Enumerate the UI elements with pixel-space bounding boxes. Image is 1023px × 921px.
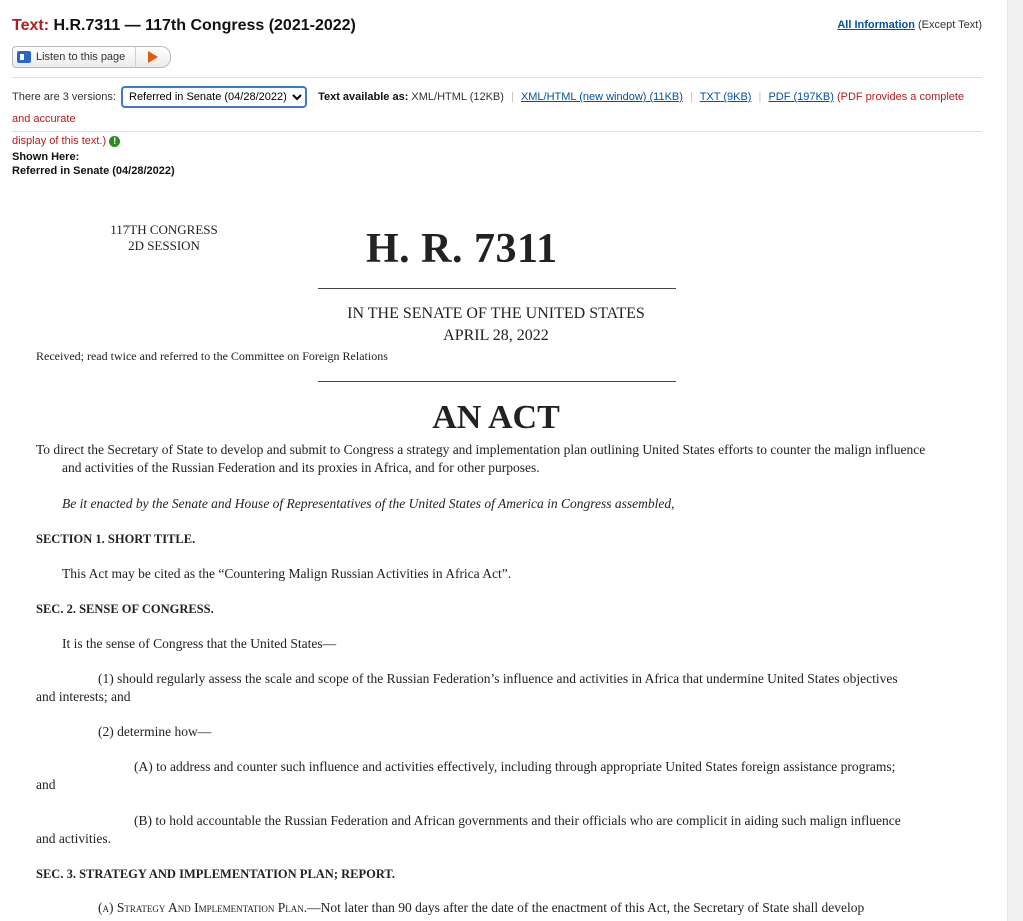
congress-info (94, 222, 234, 254)
xml-new-window-link[interactable]: XML/HTML (new window) (11KB) (520, 91, 683, 103)
all-info (837, 19, 982, 31)
separator: | (511, 91, 514, 103)
separator: | (689, 91, 693, 103)
all-info-suffix: (Except Text) (918, 19, 982, 31)
listen-widget (12, 46, 171, 68)
bill-date: APRIL 28, 2022 (443, 327, 549, 344)
separator: | (758, 91, 762, 103)
info-icon[interactable]: ! (109, 136, 120, 147)
enacting-clause: Be it enacted by the Senate and House of Representatives of the United States of America in Congress assembled, (62, 496, 675, 511)
versions-bar (12, 86, 982, 152)
txt-link[interactable]: TXT (9KB) (699, 91, 752, 103)
purpose-text: To direct the Secretary of State to develop and submit to Congress a strategy and implementation plan outlining United States efforts to counter the malign influence and activities of the Russian Federation and its proxies in Africa, and for other purposes. (36, 442, 926, 475)
rule-line (318, 381, 676, 382)
shown-here (12, 150, 175, 178)
header (12, 17, 982, 37)
divider (12, 131, 982, 132)
section-3-heading: SEC. 3. STRATEGY AND IMPLEMENTATION PLAN; REPORT. (36, 867, 395, 881)
section-2-para-1: (1) should regularly assess the scale and scope of the Russian Federation’s influence and activities in Africa that undermine United States objectives and interests; and (36, 671, 898, 704)
pdf-note: (PDF provides a complete and accurate (12, 91, 965, 126)
play-button[interactable] (135, 46, 171, 68)
version-select[interactable] (121, 86, 307, 108)
bill-number: H. R. 7311 (366, 226, 558, 272)
session-number: 2D SESSION (128, 238, 200, 253)
available-label: Text available as: (318, 91, 409, 103)
versions-prefix: There are 3 versions: (12, 91, 116, 103)
section-1-heading: SECTION 1. SHORT TITLE. (36, 532, 196, 546)
section-2-intro: It is the sense of Congress that the United States— (62, 636, 337, 651)
an-act-heading: AN ACT (432, 399, 560, 436)
divider (12, 77, 982, 78)
xml-plain: XML/HTML (12KB) (411, 91, 504, 103)
title-text: H.R.7311 — 117th Congress (2021-2022) (53, 17, 356, 34)
section-2-para-b: (B) to hold accountable the Russian Federation and African governments and their officials who are complicit in aiding such malign influence and activities. (36, 813, 901, 846)
listen-label: Listen to this page (36, 51, 126, 63)
section-2-heading: SEC. 2. SENSE OF CONGRESS. (36, 602, 214, 616)
section-2-para-a: (A) to address and counter such influence and activities effectively, including through appropriate United States foreign assistance programs; and (36, 759, 896, 792)
received-text: Received; read twice and referred to the Committee on Foreign Relations (36, 349, 388, 363)
play-icon (148, 51, 158, 63)
shown-version: Referred in Senate (04/28/2022) (12, 165, 175, 177)
rule-line (318, 288, 676, 289)
speaker-icon (17, 51, 31, 63)
listen-button[interactable] (12, 46, 135, 68)
section-3-para-a-label: (a) Strategy And Implementation Plan. (98, 900, 308, 915)
congress-number: 117TH CONGRESS (110, 222, 218, 237)
pdf-note-2: display of this text.) (12, 135, 107, 148)
scrollbar[interactable] (1007, 0, 1023, 921)
pdf-link[interactable]: PDF (197KB) (768, 91, 834, 103)
all-information-link[interactable]: All Information (837, 19, 915, 31)
title-label: Text: (12, 17, 50, 34)
section-1-text: This Act may be cited as the “Countering Malign Russian Activities in Africa Act”. (62, 566, 512, 581)
section-3-para-a-text: —Not later than 90 days after the date of the enactment of this Act, the Secretary of State shall develop (307, 900, 865, 915)
shown-label: Shown Here: (12, 151, 80, 163)
chamber: IN THE SENATE OF THE UNITED STATES (347, 305, 645, 322)
section-3-para-a (36, 899, 911, 917)
section-2-para-2: (2) determine how— (98, 724, 212, 739)
